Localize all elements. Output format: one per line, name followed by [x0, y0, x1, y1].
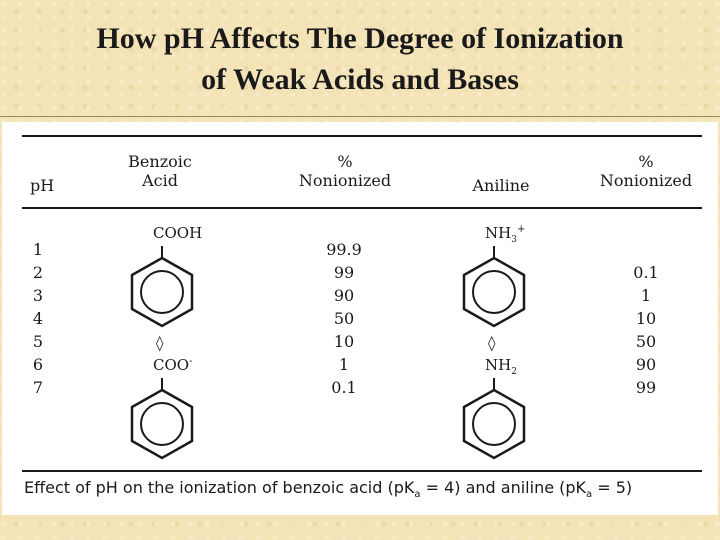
ph-value: 2	[32, 263, 44, 282]
header-ph: pH	[30, 176, 55, 195]
aniline-nonionized-value: 99	[635, 378, 657, 397]
ph-value: 4	[32, 309, 44, 328]
benzoic-nonionized-value: 99	[333, 263, 355, 282]
benzoic-nonionized-value: 10	[333, 332, 355, 351]
header-aniline: Aniline	[472, 176, 530, 195]
header-benzoic-acid: Benzoic Acid	[128, 152, 192, 190]
aniline-nonionized-value: 90	[635, 355, 657, 374]
aniline-nonionized-column	[614, 261, 678, 399]
title-divider	[0, 116, 720, 117]
ph-value: 5	[32, 332, 44, 351]
table-caption: Effect of pH on the ionization of benzoic acid $(pK_a = 4)$ and aniline $(pK_a = 5)$	[24, 478, 633, 501]
ph-value: 3	[32, 286, 44, 305]
ph-value: 6	[32, 355, 44, 374]
aniline-nonionized-value: 50	[635, 332, 657, 351]
equilibrium-icon: ◊	[488, 334, 496, 352]
equilibrium-icon: ◊	[156, 334, 164, 352]
ph-value: 1	[32, 240, 44, 259]
benzoic-nonionized-value: 0.1	[331, 378, 357, 397]
header-aniline-nonionized: % Nonionized	[599, 152, 693, 190]
benzoic-nonionized-value: 1	[338, 355, 350, 374]
header-benzoic-nonionized: % Nonionized	[298, 152, 392, 190]
header-rule	[22, 207, 702, 209]
benzene-ring-icon	[458, 244, 530, 326]
benzene-ring-icon	[126, 244, 198, 326]
benzene-ring-icon	[126, 376, 198, 458]
slide-title	[0, 18, 720, 100]
benzoic-nonionized-column	[312, 238, 376, 399]
benzoate-group-label: COO-	[153, 356, 193, 374]
benzoic-nonionized-value: 90	[333, 286, 355, 305]
benzoic-acid-group-label: COOH	[153, 224, 203, 242]
aniline-nonionized-value: 1	[640, 286, 652, 305]
ph-column	[26, 238, 50, 399]
title-line-2: of Weak Acids and Bases	[201, 63, 519, 96]
aniline-nonionized-value: 0.1	[633, 263, 659, 282]
benzoic-nonionized-value: 50	[333, 309, 355, 328]
top-rule	[22, 135, 702, 137]
benzoic-nonionized-value: 99.9	[326, 240, 362, 259]
ph-value: 7	[32, 378, 44, 397]
aniline-group-label: $NH_2$	[485, 356, 517, 377]
title-line-1: How pH Affects The Degree of Ionization	[96, 22, 624, 55]
aniline-nonionized-value: 10	[635, 309, 657, 328]
bottom-rule	[22, 470, 702, 472]
table-panel	[2, 122, 718, 515]
anilinium-group-label: $NH_3^+$	[485, 224, 526, 245]
benzene-ring-icon	[458, 376, 530, 458]
